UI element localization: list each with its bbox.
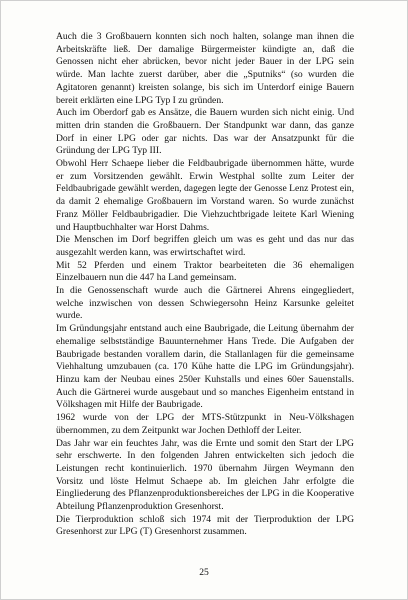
page-number: 25: [199, 567, 209, 578]
paragraph: Die Tierproduktion schloß sich 1974 mit der Tierproduktion der LPG Gresenhorst zur LPG (T) Gresenhorst zusammen.: [56, 513, 354, 538]
paragraph: Auch im Oberdorf gab es Ansätze, die Bauern wurden sich nicht einig. Und mitten drin standen die Großbauern. Der Standpunkt war dann, das ganze Dorf in einer LPG oder gar nichts. Das war der Ansatzpunkt für die Gründung der LPG Typ III.: [56, 107, 354, 157]
paragraph: Auch die 3 Großbauern konnten sich noch halten, solange man ihnen die Arbeitskräfte ließ. Der damalige Bürgermeister kündigte an, daß die Genossen nicht eher abrücken, bevor nicht jeder Bauer in der LPG sein würde. Man lachte zuerst darüber, aber die „Sputniks“ (so wurden die Agitatoren genannt) kreisten solange, bis sich im Unterdorf einige Bauern bereit erklärten eine LPG Typ I zu gründen.: [56, 31, 354, 106]
paragraph: Die Menschen im Dorf begriffen gleich um was es geht und das nur das ausgezahlt werden kann, was erwirtschaftet wird.: [56, 234, 354, 258]
body-text: [56, 31, 354, 539]
paragraph: 1962 wurde von der LPG der MTS-Stützpunkt in Neu-Völkshagen übernommen, zu dem Zeitpunkt war Jochen Dethloff der Leiter.: [56, 412, 354, 436]
paragraph: Obwohl Herr Schaepe lieber die Feldbaubrigade übernommen hätte, wurde er zum Vorsitzenden gewählt. Erwin Westphal sollte zum Leiter der Feldbaubrigade gewählt werden, dagegen legte der Genosse Lenz Protest ein, da damit 2 ehemalige Großbauern im Vorstand waren. So wurde zunächst Franz Möller Feldbaubrigadier. Die Viehzuchtbrigade leitete Karl Wiening und Hauptbuchhalter war Horst Dahms.: [56, 158, 354, 233]
paragraph: Das Jahr war ein feuchtes Jahr, was die Ernte und somit den Start der LPG sehr erschwerte. In den folgenden Jahren entwickelten sich jedoch die Leistungen recht kontinuierlich. 1970 übernahm Jürgen Weymann den Vorsitz und löste Helmut Schaepe ab. Im gleichen Jahr erfolgte die Eingliederung des Pflanzenproduktionsbereiches der LPG in die Kooperative Abteilung Pflanzenproduktion Gresenhorst.: [56, 437, 354, 513]
paragraph: Im Gründungsjahr entstand auch eine Baubrigade, die Leitung übernahm der ehemalige selbstständige Bauunternehmer Hans Trede. Die Aufgaben der Baubrigade bestanden vorallem darin, die Stallanlagen für die gemeinsame Viehhaltung umzubauen (ca. 170 Kühe hatte die LPG im Gründungsjahr). Hinzu kam der Neubau eines 250er Kuhstalls und eines 60er Sauenstalls. Auch die Gärtnerei wurde ausgebaut und so manches Eigenheim entstand in Völkshagen mit Hilfe der Baubrigade.: [56, 323, 354, 411]
paragraph: Mit 52 Pferden und einem Traktor bearbeiteten die 36 ehemaligen Einzelbauern nun die 447 ha Land gemeinsam.: [56, 259, 354, 284]
paragraph: In die Genossenschaft wurde auch die Gärtnerei Ahrens eingegliedert, welche inzwischen von dessen Schwiegersohn Heinz Karsunke geleitet wurde.: [56, 285, 354, 322]
